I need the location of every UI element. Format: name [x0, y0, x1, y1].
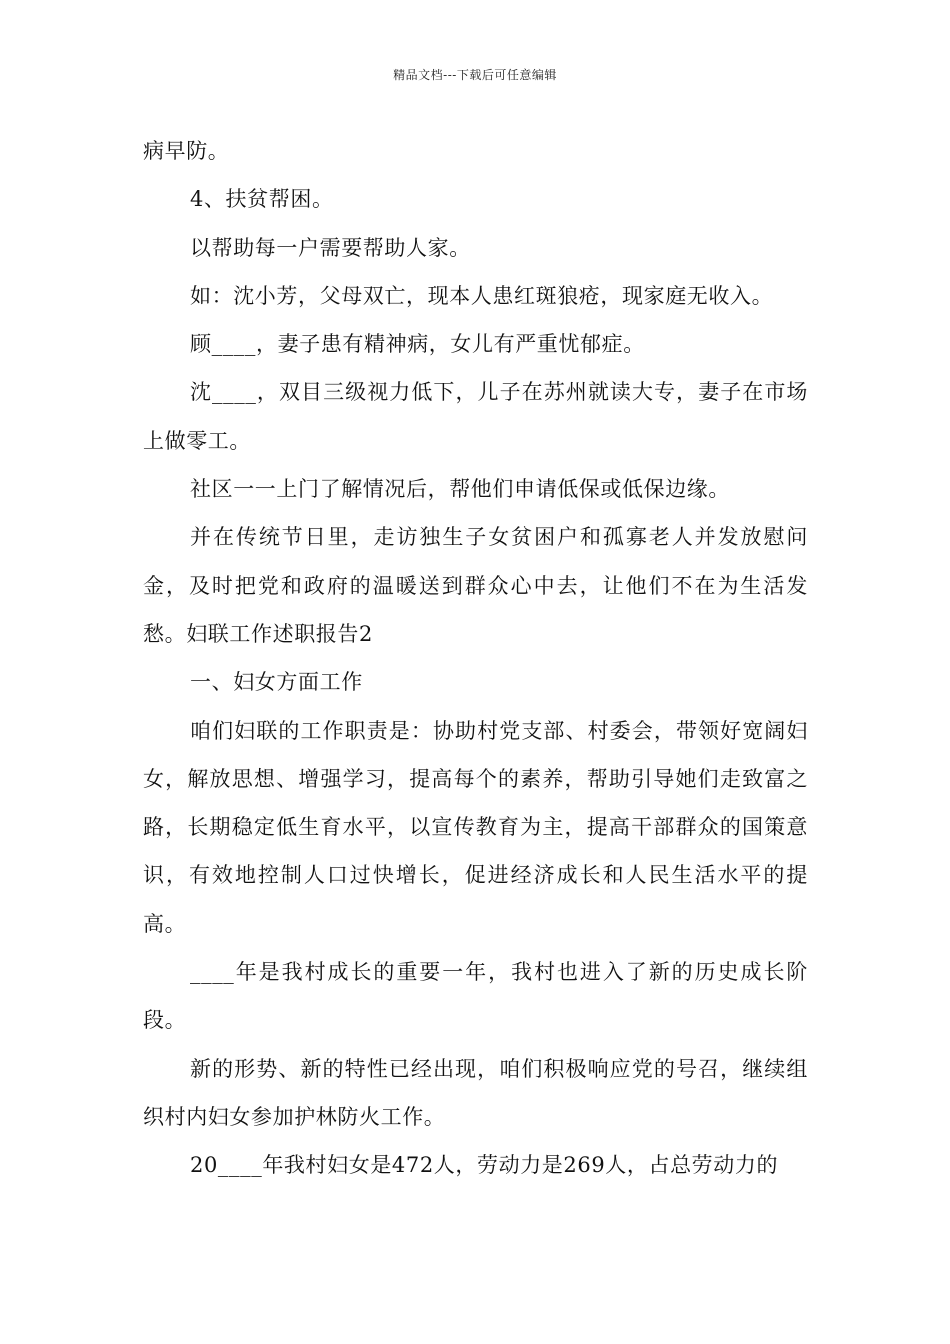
- paragraph: 新的形势、新的特性已经出现，咱们积极响应党的号召，继续组织村内妇女参加护林防火工作。: [143, 1056, 808, 1129]
- paragraph: 社区一一上门了解情况后，帮他们申请低保或低保边缘。: [190, 477, 730, 502]
- paragraph: 如：沈小芳，父母双亡，现本人患红斑狼疮，现家庭无收入。: [190, 283, 774, 308]
- paragraph: ____年是我村成长的重要一年，我村也进入了新的历史成长阶段。: [143, 960, 808, 1033]
- paragraph: 4、扶贫帮困。: [190, 187, 334, 212]
- section-heading: 一、妇女方面工作: [190, 670, 363, 695]
- paragraph: 并在传统节日里，走访独生子女贫困户和孤寡老人并发放慰问金，及时把党和政府的温暖送到群众心中去，让他们不在为生活发愁。妇联工作述职报告2: [143, 525, 808, 646]
- paragraph: 病早防。: [143, 139, 230, 163]
- paragraph: 沈____，双目三级视力低下，儿子在苏州就读大专，妻子在市场上做零工。: [143, 380, 808, 453]
- page-header: 精品文档---下载后可任意编辑: [393, 68, 557, 82]
- paragraph: 咱们妇联的工作职责是：协助村党支部、村委会，带领好宽阔妇女，解放思想、增强学习，提高每个的素养，帮助引导她们走致富之路，长期稳定低生育水平，以宣传教育为主，提高干部群众的国策意识，有效地控制人口过快增长，促进经济成长和人民生活水平的提高。: [143, 718, 808, 936]
- paragraph: 顾____，妻子患有精神病，女儿有严重忧郁症。: [190, 332, 645, 357]
- document-body: [143, 127, 808, 1190]
- paragraph: 以帮助每一户需要帮助人家。: [190, 235, 471, 260]
- paragraph: 20____年我村妇女是472人，劳动力是269人，占总劳动力的: [190, 1153, 779, 1178]
